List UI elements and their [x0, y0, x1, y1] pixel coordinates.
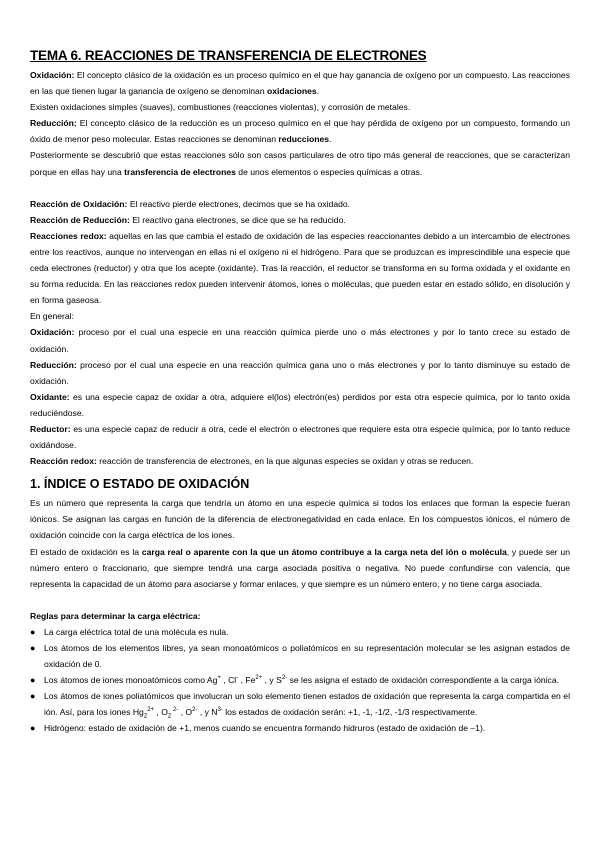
paragraph-electron-transfer: Posteriormente se descubrió que estas reacciones sólo son casos particulares de otro tipo más general de reacciones, que se caracterizan porque en ellas hay una transferencia de electrones de unos elementos o especies químicas a otras. — [30, 150, 570, 177]
def-reduction-reaction: Reacción de Reducción: El reactivo gana electrones, se dice que se ha reducido. — [30, 214, 346, 225]
def-oxidation-reaction: Reacción de Oxidación: El reactivo pierde electrones, decimos que se ha oxidado. — [30, 198, 351, 209]
paragraph-oxidation: Oxidación: El concepto clásico de la oxidación es un proceso químico en el que hay ganancia de oxígeno por un compuesto. Las reacciones en las que tienen lugar la ganancia de oxígeno se denominan oxidaciones. — [30, 70, 570, 97]
list-item: ● Los átomos de los elementos libres, ya sean monoatómicos o poliatómicos en su representación molecular se les asignan estados de oxidación de 0. — [30, 640, 570, 672]
bullet-icon: ● — [30, 626, 36, 637]
def-reductant: Reductor: es una especie capaz de reducir a otra, cede el electrón o electrones que requiere esta otra especie química, por lo tanto reduce oxidándose. — [30, 423, 570, 451]
paragraph-oxidation-state: El estado de oxidación es la carga real o aparente con la que un átomo contribuye a la carga neta del ión o molécula, y puede ser un número entero o fraccionario, que siempre tendrá una carga asociada positiva o negativa. No puede confundirse con valencia, que representa la capacidad de un átomo para asociarse y formar enlaces, y que siempre es un número entero, y no tiene carga asociada. — [30, 546, 570, 589]
def-reduction-general: Reducción: proceso por el cual una especie en una reacción química gana uno o más electrones y por lo tanto disminuye su estado de oxidación. — [30, 359, 570, 386]
bullet-icon: ● — [30, 691, 36, 702]
term-reduction: Reducción: — [30, 118, 77, 129]
paragraph-reduction: Reducción: El concepto clásico de la reducción es un proceso químico en el que hay pérdida de oxígeno por un compuesto, formando un óxido de menor peso molecular. Estas reacciones se denominan reducciones. — [30, 118, 570, 145]
paragraph-oxidation-number: Es un número que representa la carga que tendría un átomo en una especie química si todos los enlaces que forman la especie fueran iónicos. Se asignan las cargas en función de la diferencia de electronegatividad en cada enlace. En los compuestos iónicos, el número de oxidación coincide con la carga eléctrica de los iones. — [30, 498, 570, 541]
def-oxidant: Oxidante: es una especie capaz de oxidar a otra, adquiere el(los) electrón(es) perdidos por esta otra especie química, por lo tanto oxida reduciéndose. — [30, 391, 570, 418]
document-page — [30, 48, 570, 737]
general-label: En general: — [30, 311, 74, 322]
bullet-icon: ● — [30, 675, 36, 686]
def-redox-reaction: Reacción redox: reacción de transferencia de electrones, en la que algunas especies se oxidan y otras se reducen. — [30, 456, 474, 467]
rules-list — [30, 624, 570, 737]
page-title: TEMA 6. REACCIONES DE TRANSFERENCIA DE ELECTRONES — [30, 48, 427, 63]
section-heading-oxidation-state: 1. ÍNDICE O ESTADO DE OXIDACIÓN — [30, 477, 250, 492]
list-item: ● Los átomos de iones poliatómicos que involucran un solo elemento tienen estados de oxidación que representa la carga compartida en el ión. Así, para los iones $Hg_2^{2+}$ , $O_2$ $^{2-}$ , $O^{2-}$ , y $N^{3-}$ los estados de oxidación serán: +1, -1, -1/2, -1/3 respectivamente. — [30, 688, 570, 720]
list-item: ● Hidrógeno: estado de oxidación de +1, menos cuando se encuentra formando hidruros (estado de oxidación de –1). — [30, 720, 570, 736]
list-item: ● Los átomos de iones monoatómicos como Ag+ , Cl- , $Fe^{2+}$ , y $S^{2-}$ se les asigna el estado de oxidación correspondiente a la carga iónica. — [30, 672, 570, 688]
bullet-icon: ● — [30, 643, 36, 653]
rules-heading: Reglas para determinar la carga eléctrica: — [30, 610, 201, 621]
def-redox-reactions: Reacciones redox: aquellas en las que cambia el estado de oxidación de las especies reaccionantes debido a un intercambio de electrones entre los reactivos, aunque no intervengan en ellas ni el oxígeno ni el hidrógeno. Para que se produzcan es imprescindible una especie que ceda electrones (reductor) y otra que los acepte (oxidante). Tras la reacción, el reductor se transforma en su forma oxidada y el oxidante en su forma reducida. En las reacciones redox pueden intervenir átomos, iones o moléculas, que pueden estar en estado sólido, en disolución y en forma gaseosa. — [30, 230, 570, 306]
term-oxidation: Oxidación: — [30, 70, 75, 80]
list-item: ● La carga eléctrica total de una molécula es nula. — [30, 624, 570, 640]
def-oxidation-general: Oxidación: proceso por el cual una especie en una reacción química pierde uno o más electrones y por lo tanto crece su estado de oxidación. — [30, 327, 570, 354]
bullet-icon: ● — [30, 723, 36, 734]
paragraph-oxidation-types: Existen oxidaciones simples (suaves), combustiones (reacciones violentas), y corrosión de metales. — [30, 102, 411, 113]
